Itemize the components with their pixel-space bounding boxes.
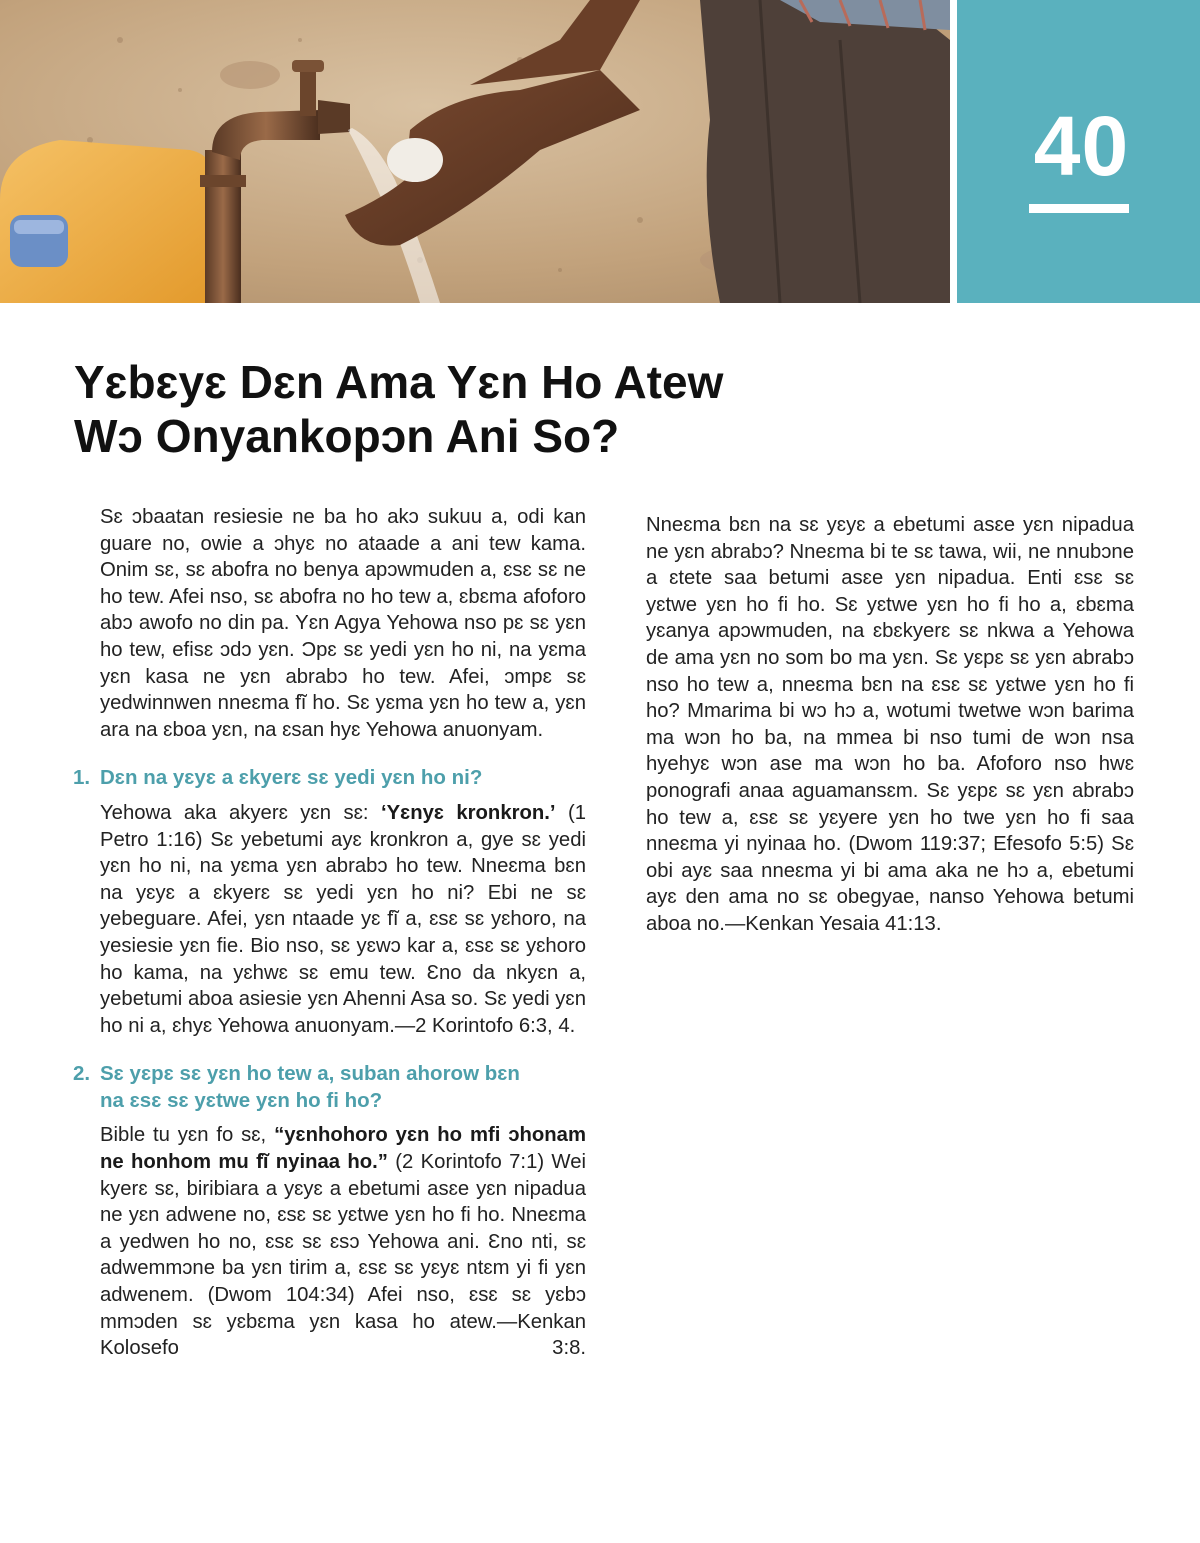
section-1-text-after: (1 Petro 1:16) Sɛ yebetumi ayɛ kronkron a, gye sɛ yedi yɛn ho ni, na yɛma yɛn abrabɔ ho tew. Nneɛma bɛn na yɛyɛ a ɛkyerɛ sɛ yedi yɛn ho ni? Ebi ne sɛ yebeguare. Afei, yɛn ntaade yɛ fĩ a, ɛsɛ sɛ yɛhoro, na yesiesie yɛn fie. Bio nso, sɛ yɛwɔ kar a, ɛsɛ sɛ yɛhoro ho kama, na yɛhwɛ sɛ emu tew. Ɛno da nkyɛn a, yebetumi aboa asiesie yɛn Ahenni Asa so. Sɛ yedi yɛn ho ni a, ɛhyɛ Yehowa anuonyam.—2 Korintofo 6:3, 4. (100, 801, 587, 1037)
section-2 (73, 1061, 586, 1362)
section-2-quote-visible: “yɛnhohoro yɛn ho mfi ɔhonam ne honhom mu fĩ nyinaa ho.” (100, 1124, 586, 1174)
hero-photo (0, 0, 950, 303)
lesson-number: 40 (1033, 99, 1130, 193)
section-1-body (100, 800, 586, 1039)
page-title (74, 355, 934, 463)
section-1-question: Dɛn na yɛyɛ a ɛkyerɛ sɛ yedi yɛn ho ni? (100, 766, 483, 790)
section-2-body-start: Bible tu yɛn fo sɛ, “yɛnhohoro yɛn ho mfi ɔhonam ne honhom mu fĩ nyinaa ho.” (2 Korintofo 7:1) Wei kyerɛ sɛ, biribiara a yɛyɛ a ebetumi asɛe yɛn nipadua ne yɛn adwene no, ɛsɛ sɛ yɛtwe yɛn ho fi ho. Nneɛma a yedwen ho no, ɛsɛ sɛ ɛsɔ Yehowa ani. Ɛno nti, sɛ adwemmɔne ba yɛn tirim a, ɛsɛ sɛ yɛyɛ ntɛm yi fi yɛn adwenem. (Dwom 104:34) Afei nso, ɛsɛ sɛ yɛbɔ mmɔden sɛ yɛbɛma yɛn kasa ho atew.—Kenkan Kolosefo 3:8. (100, 1124, 586, 1360)
lesson-number-rule (1029, 204, 1129, 213)
left-column (73, 504, 587, 1362)
right-column (646, 504, 1134, 938)
section-1-quote: ‘Yɛnyɛ kronkron.’ (380, 801, 556, 824)
section-1-heading (73, 765, 586, 792)
section-2-number: 2. (73, 1062, 91, 1086)
hand-washing-photo-icon (0, 0, 950, 303)
intro-paragraph: Sɛ ɔbaatan resiesie ne ba ho akɔ sukuu a, odi kan guare no, owie a ɔhyɛ no ataade a ani tew kama. Onim sɛ, sɛ abofra no benya apɔwmuden a, ɛsɛ sɛ ne ho tew. Afei nso, sɛ abofra no ho tew a, ɛbɛma afoforo abɔ awofo no din pa. Yɛn Agya Yehowa nso pɛ sɛ yɛn ho tew, efisɛ ɔdɔ yɛn. Ɔpɛ sɛ yedi yɛn ho ni, na yɛma yɛn kasa ne yɛn abrabɔ ho tew. Afei, ɔmpɛ sɛ yedwinnwen nneɛma fĩ ho. Sɛ yɛma yɛn ho tew a, yɛn ara na ɛboa yɛn, na ɛsan hyɛ Yehowa anuonyam. (100, 506, 586, 741)
lesson-number-panel (957, 0, 1200, 303)
section-2-heading (73, 1061, 586, 1114)
page-title-line-2: Wɔ Onyankopɔn Ani So? (74, 410, 620, 462)
section-1 (73, 765, 587, 1039)
section-2-question-line-1: Sɛ yɛpɛ sɛ yɛn ho tew a, suban ahorow bɛn (100, 1062, 520, 1086)
page-title-line-1: Yɛbɛyɛ Dɛn Ama Yɛn Ho Atew (74, 356, 724, 408)
section-1-number: 1. (73, 766, 91, 790)
section-2-question-line-2: na ɛsɛ sɛ yɛtwe yɛn ho fi ho? (100, 1088, 383, 1112)
section-2-paragraph-2: Nneɛma bɛn na sɛ yɛyɛ a ebetumi asɛe yɛn nipadua ne yɛn abrabɔ? Nneɛma bi te sɛ tawa, wii, ne nnubɔne a ɛtete saa betumi asɛe yɛn nipadua. Enti ɛsɛ sɛ yɛtwe yɛn ho fi ho. Sɛ yɛtwe yɛn ho fi ho a, ɛbɛma yɛanya apɔwmuden, na ɛbɛkyerɛ sɛ nkwa a Yehowa de ama yɛn no som bo ma yɛn. Sɛ yɛpɛ sɛ yɛn abrabɔ nso ho tew a, nneɛma bɛn na ɛsɛ sɛ yɛtwe yɛn ho fi ho? Mmarima bi wɔ hɔ a, wotumi twetwe wɔn barima ma wɔn ho ba, na mmea bi nso tumi de wɔn nsa hyehyɛ wɔn ase ma wɔn ho ba. Afoforo nso hwɛ ponografi anaa aguamansɛm. Sɛ yɛpɛ sɛ yɛn abrabɔ ho tew a, ɛsɛ sɛ yɛyere yɛn ho twe yɛn ho fi saa nneɛma yi nyinaa ho. (Dwom 119:37; Efesofo 5:5) Sɛ obi ayɛ saa nneɛma yi bi ama aka ne hɔ a, ebetumi ayɛ den ama no sɛ obegyae, nanso Yehowa betumi aboa no.—Kenkan Yesaia 41:13. (646, 514, 1134, 935)
section-1-text-before: Yehowa aka akyerɛ yɛn sɛ: (100, 801, 381, 824)
